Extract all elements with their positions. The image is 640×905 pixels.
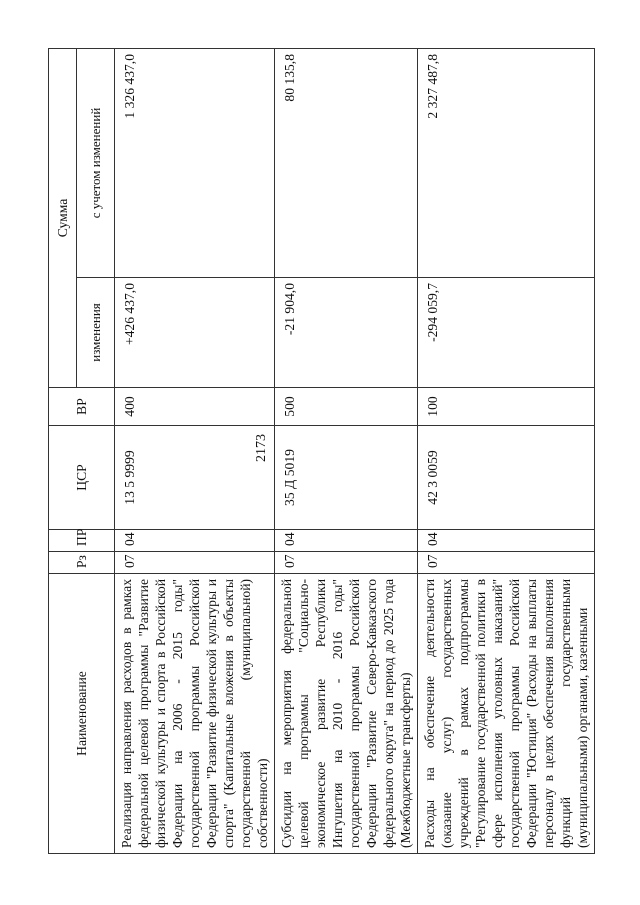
header-vr: ВР: [49, 388, 115, 426]
row-rz: 07: [275, 552, 418, 574]
row-pr: 04: [275, 530, 418, 552]
header-sum: Сумма: [49, 49, 77, 388]
header-name: Наименование: [49, 574, 115, 854]
row-csr: 42 3 0059: [418, 426, 595, 530]
row-total: 2 327 487,8: [418, 49, 595, 278]
row-pr: 04: [115, 530, 275, 552]
header-pr: ПР: [49, 530, 115, 552]
row-pr: 04: [418, 530, 595, 552]
row-name: Субсидии на мероприятия федеральной целевой программы "Социально-экономическое развитие Республики Ингушетия на 2010 - 2016 годы" государственной программы Российской Федерации "Развитие Северо-Кавказского федерального округа" на период до 2025 года (Межбюджетные трансферты): [275, 574, 418, 854]
header-csr: ЦСР: [49, 426, 115, 530]
row-rz: 07: [115, 552, 275, 574]
row-vr: 400: [115, 388, 275, 426]
row-vr: 100: [418, 388, 595, 426]
row-rz: 07: [418, 552, 595, 574]
table-row: [418, 49, 595, 854]
budget-table: [48, 48, 595, 854]
row-total: 80 135,8: [275, 49, 418, 278]
row-change: -21 904,0: [275, 278, 418, 388]
page-number: 2173: [254, 434, 269, 462]
rotated-table-container: [48, 49, 603, 854]
row-change: -294 059,7: [418, 278, 595, 388]
row-vr: 500: [275, 388, 418, 426]
row-total: 1 326 437,0: [115, 49, 275, 278]
row-name: Реализация направления расходов в рамках федеральной целевой программы "Развитие физической культуры и спорта в Российской Федерации на 2006 - 2015 годы" государственной программы Российской Федерации "Развитие физической культуры и спорта" (Капитальные вложения в объекты государственной (муниципальной) собственности): [115, 574, 275, 854]
header-with-change: с учетом изменений: [77, 49, 115, 278]
table-row: [275, 49, 418, 854]
row-csr: 35 Д 5019: [275, 426, 418, 530]
header-rz: Рз: [49, 552, 115, 574]
row-name: Расходы на обеспечение деятельности (оказание услуг) государственных учреждений в рамках подпрограммы "Регулирование государственной политики в сфере исполнения уголовных наказаний" государственной программы Российской Федерации "Юстиция" (Расходы на выплаты персоналу в целях обеспечения выполнения функций государственными (муниципальными) органами, казенными: [418, 574, 595, 854]
table-row: [115, 49, 275, 854]
header-change: изменения: [77, 278, 115, 388]
row-csr: 13 5 9999: [115, 426, 275, 530]
row-change: +426 437,0: [115, 278, 275, 388]
